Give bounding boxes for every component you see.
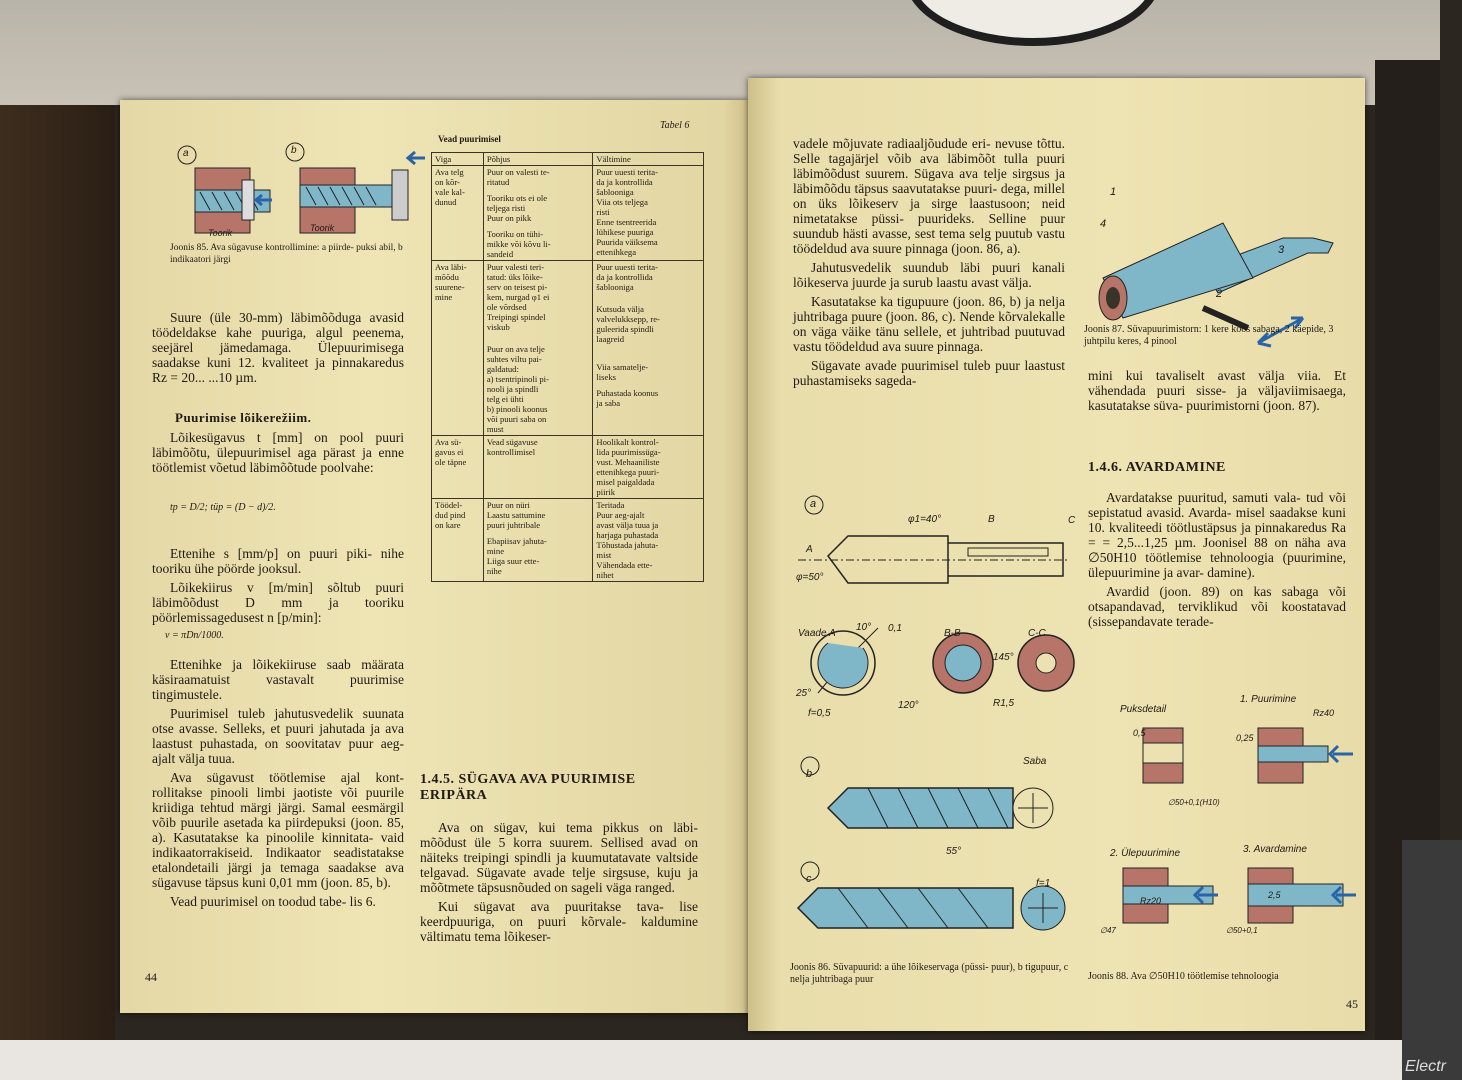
para-ettenihe: Ettenihe s [mm/p] on puuri piki- nihe tooriku ühe pöörde jooksul. <box>152 546 404 576</box>
table-cell-line: on kõr- <box>435 177 460 187</box>
fig88-d25: 2,5 <box>1268 890 1281 900</box>
table-title: Vead puurimisel <box>438 134 501 144</box>
table-cell-line: Puur uuesti terita- <box>596 262 658 272</box>
table-cell-line: Hoolikalt kontrol- <box>596 437 659 447</box>
table-cell-line: puuri juhtribale <box>486 520 541 530</box>
table-cell-line: mine <box>486 546 505 556</box>
figure-86 <box>788 488 1078 963</box>
table-cell-pohjus <box>483 261 593 436</box>
fig85-caption: Joonis 85. Ava sügavuse kontrollimine: a piirde- puksi abil, b indikaatori järgi <box>170 243 403 265</box>
fig86-BB: B-B <box>944 628 961 639</box>
fig86-caption: Joonis 86. Süvapuurid: a ühe lõikeservaga (püssi- puur), b tigupuur, c nelja juhtribaga puur <box>790 962 1069 985</box>
table-cell-line: liseks <box>596 372 616 382</box>
fig86-f05: f=0,5 <box>808 708 831 719</box>
table-cell-line: vust. Mehaaniliste <box>596 457 660 467</box>
table-cell-line: Ava sü- <box>435 437 462 447</box>
right-col2-text-1 <box>1088 368 1346 417</box>
formula-speed: v = πDn/1000. <box>165 630 224 641</box>
heading-regime: Puurimise lõikerežiim. <box>175 410 312 425</box>
errors-table <box>431 152 704 582</box>
table-cell-viga <box>432 499 484 582</box>
table-cell-viga <box>432 166 484 261</box>
table-cell-line: Vead sügavuse <box>486 437 538 447</box>
para-vadele: vadele mõjuvate radiaaljõudude eri- nevuse tõttu. Selle tagajärjel võib ava läbimõõt tulla puuri läbimõõdust suurem. Sügava ava telje sirgsus ja läbimõõdu täpsus saavutatakse puuri- dega, millel on üks lõikeserv ja sirge laastusoon; neid nimetatakse püssi- puurideks. Selline puur suundub hästi avasse, sest tema selg puutub vastu töödeldud ava suure pinnaga (joon. 86, a). <box>793 136 1065 256</box>
table-cell-line: piirik <box>596 487 616 497</box>
table-cell-line: gavus ei <box>435 447 464 457</box>
table-cell-line: galdatud: <box>486 364 519 374</box>
fig88-d05: 0,5 <box>1133 728 1146 738</box>
table-cell-valtimine <box>593 499 704 582</box>
fig88-dim47: ∅47 <box>1100 926 1116 935</box>
table-cell-line: Viia ots teljega <box>596 197 648 207</box>
table-cell-line: vale kal- <box>435 187 465 197</box>
table-body <box>432 166 704 582</box>
table-cell-line: Teritada <box>596 500 625 510</box>
fig85-toorik-b: Toorik <box>310 223 335 233</box>
left-col-text-2 <box>152 430 404 479</box>
fig86-label-c: c <box>806 873 812 885</box>
table-cell-line: laagreid <box>596 334 625 344</box>
fig86-f1: f=1 <box>1036 878 1051 889</box>
table-cell-line: dud pind <box>435 510 466 520</box>
para-sugavus: Ava sügavust töötlemise ajal kont- rollitakse pinooli limbi jaotiste või puurile kriidiga tehtud märgi järgi. Samal eesmärgil võib puurile asetada ka piirdepuksi (joon. 85, a). Kasutatakse ka pinoolile kinnitata- vaid indikaatorrakiseid. Indikaator seadistatakse etalondetaili järgi ja temaga saadakse ava sügavuse täpsus kuni 0,01 mm (joon. 85, b). <box>152 770 404 890</box>
table-cell-valtimine <box>593 436 704 499</box>
table-cell-line: must <box>486 424 504 434</box>
fig87-n3: 3 <box>1278 244 1285 256</box>
table-cell-line: Tõhustada jahuta- <box>596 540 659 550</box>
fig88-step1: 1. Puurimine <box>1240 694 1297 705</box>
fig88-step2: 2. Ülepuurimine <box>1110 848 1181 859</box>
background-bottom <box>0 1040 1440 1080</box>
table-cell-line: Puur aeg-ajalt <box>596 510 645 520</box>
fig86-ang10: 10° <box>856 622 872 633</box>
fig85-label-b: b <box>291 145 297 156</box>
table-cell-line: da ja kontrollida <box>596 272 653 282</box>
table-cell-line: lühikese puuriga <box>596 227 654 237</box>
figure-87 <box>1083 158 1353 308</box>
table-cell-pohjus <box>483 436 593 499</box>
table-cell-pohjus <box>483 499 593 582</box>
fig88-dim50: ∅50+0,1 <box>1226 926 1258 935</box>
table-cell-line: Ebapiisav jahuta- <box>486 536 547 546</box>
para-sugavate: Sügavate avade puurimisel tuleb puur laastust puhastamiseks sageda- <box>793 358 1065 388</box>
table-cell-line: Vähendada ette- <box>596 560 653 570</box>
table-cell-line: valvelukksepp, re- <box>596 314 660 324</box>
table-cell-line: ettenihkega puuri- <box>596 467 660 477</box>
fig86-d01: 0,1 <box>888 623 902 634</box>
table-cell-line: teljega risti <box>486 203 526 213</box>
fig86-label-a: a <box>810 498 817 510</box>
table-cell-line: mõõdu <box>435 272 459 282</box>
fig86-ang25: 25° <box>796 688 812 699</box>
background-device <box>1402 840 1462 1080</box>
table-cell-line: ritatud <box>486 177 510 187</box>
table-cell-line: ole täpne <box>435 457 467 467</box>
table-row <box>432 166 704 261</box>
table-cell-line: suhtes viltu pai- <box>486 354 542 364</box>
para-ava-on-sugav: Ava on sügav, kui tema pikkus on läbi- mõõdust üle 5 korra suurem. Sellised avad on näiteks treipingi spindli ja kuumutatavate valtside telgavad. Sügavate avade telje sirgsuse, kuju ja mõõtmete täpsusnõuded on sageli väga ranged. <box>420 820 698 895</box>
fig88-caption: Joonis 88. Ava ∅50H10 töötlemise tehnoloogia <box>1088 971 1279 982</box>
fig88-step3: 3. Avardamine <box>1243 844 1307 855</box>
table-cell-line: Tooriku on tühi- <box>486 229 544 239</box>
heading-1-4-5: 1.4.5. SÜGAVA AVA PUURIMISE ERIPÄRA <box>420 772 636 803</box>
table-cell-line: Laastu sattumine <box>486 510 546 520</box>
fig86-B: B <box>988 514 995 525</box>
table-label: Tabel 6 <box>660 120 690 131</box>
fig85-label-a: a <box>183 148 189 159</box>
table-cell-line: avast välja tuua ja <box>596 520 659 530</box>
table-cell-line: Treipingi spindel <box>486 312 546 322</box>
table-cell-line: Ava läbi- <box>435 262 467 272</box>
table-header-valtimine: Vältimine <box>593 153 704 166</box>
fig86-A: A <box>806 544 813 555</box>
fig86-saba: Saba <box>1023 756 1047 767</box>
table-cell-line: harjaga puhastada <box>596 530 659 540</box>
fig87-caption: Joonis 87. Süvapuurimistorn: 1 kere koos sabaga, 2 käepide, 3 juhtpilu keres, 4 pinool <box>1084 324 1334 347</box>
table-cell-viga <box>432 261 484 436</box>
table-cell-line: šablooniga <box>596 187 634 197</box>
para-loikekiirus: Lõikekiirus v [m/min] sõltub puuri läbimõõdust D mm ja tooriku pöörlemissagedusest n [p/min]: <box>152 580 404 625</box>
table-cell-line: mikke või kõvu li- <box>486 239 551 249</box>
table-cell-line: Enne tsentreerida <box>596 217 657 227</box>
fig86-R15: R1,5 <box>993 698 1015 709</box>
right-col1-text <box>793 136 1065 392</box>
table-cell-line: suurene- <box>435 282 465 292</box>
para-jahutusvedelik: Jahutusvedelik suundub läbi puuri kanali lõikeserva juurde ja surub laastu avast välja. <box>793 260 1065 290</box>
para-jahutus: Puurimisel tuleb jahutusvedelik suunata otse avasse. Selleks, et puuri jahutada ja ava laastust puhastada, on soovitatav puur aeg-ajalt välja tuua. <box>152 706 404 766</box>
table-cell-line: Tooriku ots ei ole <box>486 193 548 203</box>
table-row <box>432 436 704 499</box>
device-label: Electr <box>1405 1058 1446 1075</box>
table-cell-line: šablooniga <box>596 282 634 292</box>
para-mini-kui: mini kui tavaliselt avast välja viia. Et vähendada puuri sisse- ja väljaviimisaega, kasutatakse süva- puurimistorni (joon. 87). <box>1088 368 1346 413</box>
fig86-C: C <box>1068 515 1076 526</box>
left-col-text-1 <box>152 310 404 389</box>
table-cell-line: Puur on ava telje <box>486 344 545 354</box>
table-cell-line: serv on teisest pi- <box>486 282 548 292</box>
table-cell-line: kontrollimisel <box>486 447 536 457</box>
table-cell-line: misel paigaldada <box>596 477 655 487</box>
para-suure: Suure (üle 30-mm) läbimõõduga avasid töödeldakse kahe puuriga, algul peenema, seejärel jämedamaga. Ülepuurimisega saadakse kuni 12. kvaliteet ja pinnakaredus Rz = 20... ...10 µm. <box>152 310 404 385</box>
mid-col-text <box>420 820 698 948</box>
table-cell-line: Puur on pikk <box>486 213 532 223</box>
page-number-left: 44 <box>145 970 157 984</box>
fig86-ang145: 145° <box>993 652 1014 663</box>
table-cell-line: ja saba <box>596 398 621 408</box>
table-cell-valtimine <box>593 166 704 261</box>
heading-1-4-6: 1.4.6. AVARDAMINE <box>1088 460 1226 475</box>
table-header-row <box>432 153 704 166</box>
fig86-CC: C-C <box>1028 628 1046 639</box>
table-cell-line: Liiga suur ette- <box>486 556 540 566</box>
table-cell-line: da ja kontrollida <box>596 177 653 187</box>
table-cell-line: viskub <box>486 322 510 332</box>
formula-depth: tp = D/2; tüp = (D − d)/2. <box>170 502 276 513</box>
table-cell-line: või puuri saba on <box>486 414 547 424</box>
right-col2-text-2 <box>1088 490 1346 633</box>
table-cell-line: telg ei ühti <box>486 394 524 404</box>
table-cell-line: nooli ja spindli <box>486 384 539 394</box>
figure-88 <box>1088 698 1358 968</box>
table-cell-line: mine <box>435 292 453 302</box>
table-row <box>432 499 704 582</box>
fig86-vaade: Vaade A <box>798 628 836 639</box>
table-cell-pohjus <box>483 166 593 261</box>
fig86-label-b: b <box>806 768 813 780</box>
table-header-pohjus: Põhjus <box>483 153 593 166</box>
para-loikesugavus: Lõikesügavus t [mm] on pool puuri läbimõõtu, ülepuurimisel aga pärast ja enne töötlemist võetud läbimõõtude poolvahe: <box>152 430 404 475</box>
table-cell-line: risti <box>596 207 610 217</box>
page-number-right: 45 <box>1346 997 1358 1011</box>
para-vead: Vead puurimisel on toodud tabe- lis 6. <box>170 894 376 909</box>
table-cell-line: mist <box>596 550 612 560</box>
table-cell-line: Puur valesti teri- <box>486 262 545 272</box>
table-cell-line: lida puurimissüga- <box>596 447 661 457</box>
fig85-toorik-a: Toorik <box>208 228 233 238</box>
background-left <box>0 105 115 1040</box>
table-cell-line: Puur on nüri <box>486 500 530 510</box>
fig86-ang120: 120° <box>898 700 919 711</box>
table-row <box>432 261 704 436</box>
table-cell-line: guleerida spindli <box>596 324 654 334</box>
fig87-n1: 1 <box>1110 186 1117 198</box>
table-cell-viga <box>432 436 484 499</box>
fig86-phi: φ=50° <box>796 572 824 583</box>
table-cell-line: tatud: üks lõike- <box>486 272 543 282</box>
table-cell-line: Kutsuda välja <box>596 304 644 314</box>
table-cell-line: nihet <box>596 570 614 580</box>
table-cell-line: Puur uuesti terita- <box>596 167 658 177</box>
left-page <box>120 100 748 1013</box>
fig87-n2: 2 <box>1216 288 1223 300</box>
fig88-puksdetail: Puksdetail <box>1120 704 1167 715</box>
para-avardatakse: Avardatakse puuritud, samuti vala- tud või sepistatud avasid. Avarda- misel saadakse kuni 10. kvaliteedi töötlustäpsus ja pinnakaredus Ra = = 2,5...1,25 µm. Joonisel 88 on näha ava ∅50H10 töötlemise tehnoloogia (puurimine, ülepuurimine ja avar- damine). <box>1088 490 1346 580</box>
table-cell-line: Puhastada koonus <box>596 388 659 398</box>
left-col-text-4 <box>152 657 404 913</box>
fig88-rz40: Rz40 <box>1313 708 1335 718</box>
fig88-rz20: Rz20 <box>1140 896 1162 906</box>
para-ettenihke: Ettenihke ja lõikekiiruse saab määrata käsiraamatuist vastavalt puurimise tingimustele. <box>152 657 404 702</box>
table-cell-line: sandeid <box>486 249 514 259</box>
left-col-text-3 <box>152 546 404 629</box>
fig86-phi1: φ1=40° <box>908 514 942 525</box>
table-cell-line: Töödel- <box>435 500 463 510</box>
table-cell-line: Ava telg <box>435 167 464 177</box>
table-cell-line: ole võrdsed <box>486 302 527 312</box>
fig88-d025: 0,25 <box>1236 733 1254 743</box>
para-kui-sugavat: Kui sügavat ava puuritakse tava- lise keerdpuuriga, on puuri kõrvale- kaldumine vältimatu tema lõikeser- <box>420 899 698 944</box>
fig86-ang55: 55° <box>946 846 962 857</box>
table-cell-line: on kare <box>435 520 461 530</box>
right-page <box>748 78 1365 1031</box>
table-cell-line: Viia samatelje- <box>596 362 649 372</box>
table-cell-line: a) tsentripinoli pi- <box>486 374 549 384</box>
table-cell-line: ettenihkega <box>596 247 637 257</box>
table-cell-line: b) pinooli koonus <box>486 404 548 414</box>
table-cell-valtimine <box>593 261 704 436</box>
para-tigupuur: Kasutatakse ka tigupuure (joon. 86, b) ja nelja juhtribaga puure (joon. 86, c). Nende kõrvalekalle on väga väike tänu sellele, et juhtribad puutuvad vastu töödeldud ava suure pinnaga. <box>793 294 1065 354</box>
table-cell-line: nihe <box>486 566 502 576</box>
table-cell-line: dunud <box>435 197 457 207</box>
fig88-dim50h10: ∅50+0,1(H10) <box>1168 798 1220 807</box>
table-cell-line: Puur on valesti te- <box>486 167 550 177</box>
table-cell-line: kem, nurgad φ1 ei <box>486 292 550 302</box>
table-cell-line: Puurida väiksema <box>596 237 658 247</box>
table-header-viga: Viga <box>432 153 484 166</box>
fig87-n4: 4 <box>1100 218 1107 230</box>
para-avardid: Avardid (joon. 89) on kas sabaga või otsapandavad, terviklikud või koostatavad (sissepandavate terade- <box>1088 584 1346 629</box>
